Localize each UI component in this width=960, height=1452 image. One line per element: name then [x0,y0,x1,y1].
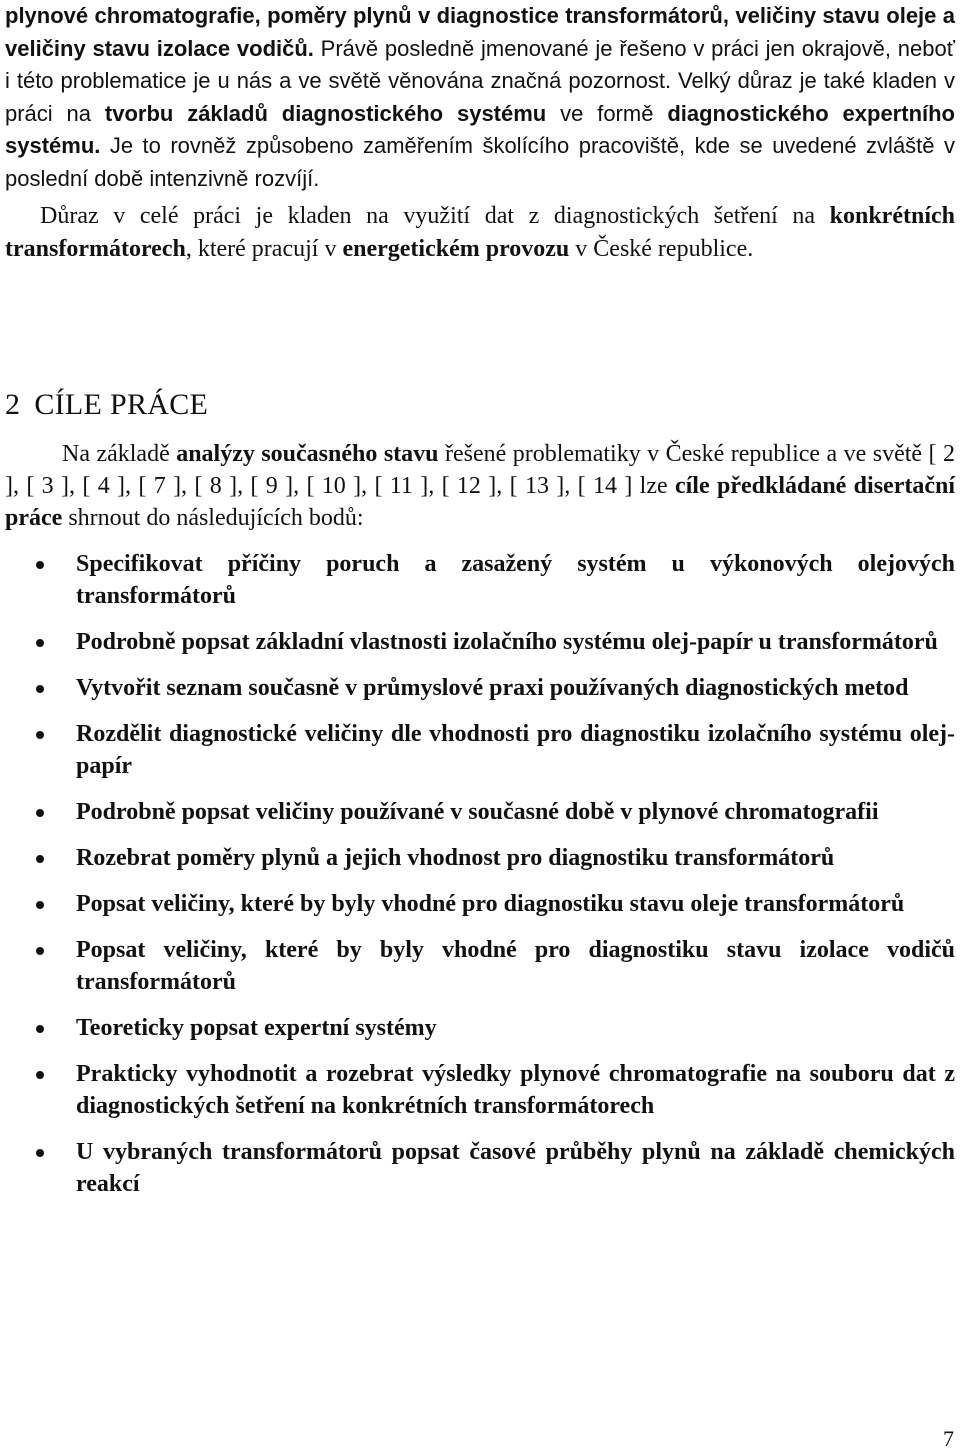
list-item [5,626,955,658]
goals-text-2: řešené problematiky v České republice a ve světě [ 2 ], [ 3 ], [ 4 ], [ 7 ], [ 8 ], [ 9 ], [ 10 ], [ 11 ], [ 12 ], [ 13 ], [ 14 ] lze [5,441,955,499]
page-number: 7 [943,1426,954,1451]
intro-bold-1: plynové chromatografie, poměry plynů v diagnostice transformátorů, veličiny stavu oleje a veličiny stavu izolace vodičů. [5,3,955,61]
goal-text: Podrobně popsat základní vlastnosti izolačního systému olej-papír u transformátorů [76,629,938,655]
list-item [5,1012,955,1044]
second-text-2: , které pracují v [185,236,343,262]
goals-paragraph [5,438,955,534]
intro-text-3: Je to rovněž způsobeno zaměřením školícího pracoviště, kde se uvedené zvláště v poslední době intenzivně rozvíjí. [5,133,955,191]
goal-text: Rozebrat poměry plynů a jejich vhodnost pro diagnostiku transformátorů [76,845,835,871]
list-item [5,548,955,612]
bullet-icon [36,561,44,569]
intro-text-2: ve formě [546,100,668,126]
second-text-3: v České republice. [569,236,754,262]
bullet-icon [36,1149,44,1157]
bullet-icon [36,731,44,739]
list-item [5,934,955,998]
goal-text: Rozdělit diagnostické veličiny dle vhodnosti pro diagnostiku izolačního systému olej-papír [76,721,955,779]
bullet-icon [36,1025,44,1033]
goal-text: Popsat veličiny, které by byly vhodné pro diagnostiku stavu oleje transformátorů [76,891,905,917]
second-text-1: Důraz v celé práci je kladen na využití dat z diagnostických šetření na [40,203,830,229]
intro-bold-3: diagnostického expertního systému. [5,100,955,158]
goal-text: Specifikovat příčiny poruch a zasažený systém u výkonových olejových transformátorů [76,551,955,609]
bullet-icon [36,947,44,955]
list-item [5,718,955,782]
goal-text: U vybraných transformátorů popsat časové průběhy plynů na základě chemických reakcí [76,1139,955,1197]
section-number: 2 [5,388,21,421]
intro-bold-2: tvorbu základů diagnostického systému [104,100,547,126]
document-page [5,0,955,1197]
bullet-icon [36,685,44,693]
second-paragraph [5,200,955,266]
intro-paragraph [5,0,955,195]
second-bold-1: konkrétních transformátorech [5,203,955,262]
goals-list [5,548,955,1200]
bullet-icon [36,809,44,817]
list-item [5,842,955,874]
intro-text-1: Právě posledně jmenované je řešeno v práci jen okrajově, neboť i této problematice je u nás a ve světě věnována značná pozornost. Velký důraz je také kladen v práci na [5,35,955,126]
goal-text: Vytvořit seznam současně v průmyslové praxi používaných diagnostických metod [76,675,909,701]
goal-text: Podrobně popsat veličiny používané v současné době v plynové chromatografii [76,799,879,825]
bullet-icon [36,901,44,909]
goal-text: Teoreticky popsat expertní systémy [76,1015,437,1041]
section-heading [5,388,208,422]
goals-bold-1: analýzy současného stavu [176,441,439,467]
goals-bold-2: cíle předkládané disertační práce [5,473,955,531]
second-bold-2: energetickém provozu [342,236,570,262]
bullet-icon [36,639,44,647]
goals-text-3: shrnout do následujících bodů: [62,505,364,531]
list-item [5,1058,955,1122]
list-item [5,672,955,704]
goal-text: Prakticky vyhodnotit a rozebrat výsledky plynové chromatografie na souboru dat z diagnostických šetření na konkrétních transformátorech [76,1061,955,1119]
list-item [5,796,955,828]
bullet-icon [36,1071,44,1079]
goals-text-1: Na základě [62,441,177,467]
section-title: CÍLE PRÁCE [34,388,209,421]
list-item [5,1136,955,1200]
list-item [5,888,955,920]
bullet-icon [36,855,44,863]
goal-text: Popsat veličiny, které by byly vhodné pro diagnostiku stavu izolace vodičů transformátorů [76,937,955,995]
